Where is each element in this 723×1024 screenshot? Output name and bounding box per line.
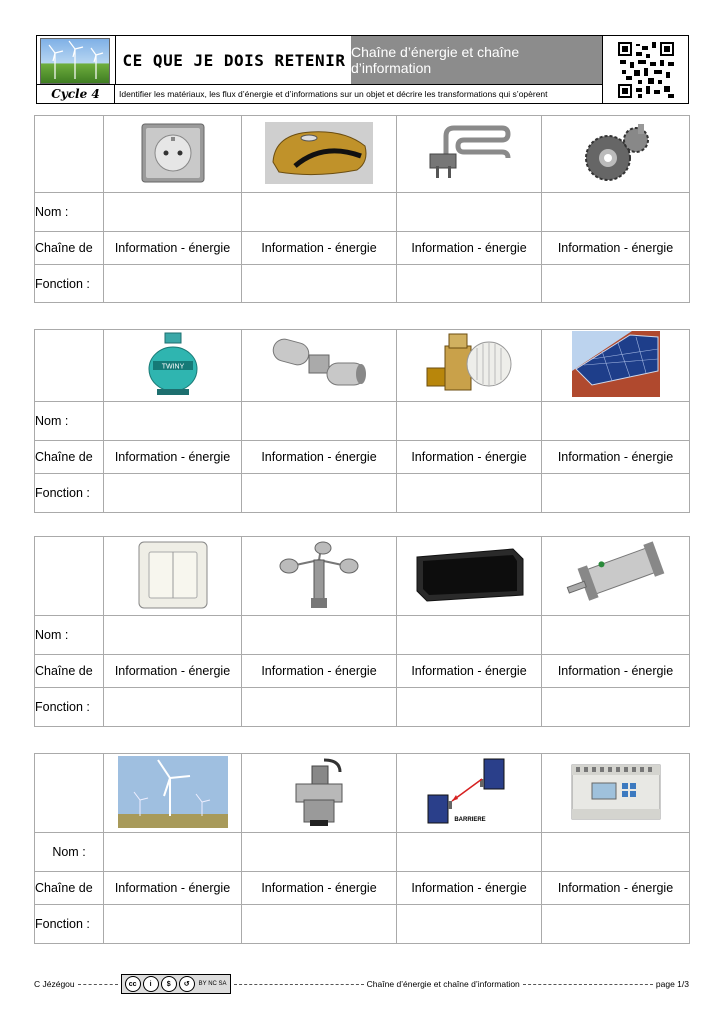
fonction-label: Fonction : xyxy=(35,474,104,513)
fonction-input-cell[interactable] xyxy=(397,474,542,513)
divider xyxy=(523,984,653,985)
nom-input-cell[interactable] xyxy=(397,402,542,441)
document-header xyxy=(36,35,689,104)
nom-input-cell[interactable] xyxy=(397,193,542,232)
capteur-barriere-icon xyxy=(397,754,542,833)
nom-input-cell[interactable] xyxy=(104,616,242,655)
fonction-input-cell[interactable] xyxy=(104,474,242,513)
nom-input-cell[interactable] xyxy=(242,193,397,232)
nom-input-cell[interactable] xyxy=(542,833,690,872)
fonction-label: Fonction : xyxy=(35,688,104,727)
object-table-3 xyxy=(34,536,690,727)
fonction-input-cell[interactable] xyxy=(542,474,690,513)
fonction-input-cell[interactable] xyxy=(242,688,397,727)
fonction-input-cell[interactable] xyxy=(104,265,242,303)
qr-code-icon xyxy=(602,36,689,103)
fonction-label: Fonction : xyxy=(35,265,104,303)
fonction-label: Fonction : xyxy=(35,905,104,944)
chaine-choice[interactable]: Information - énergie xyxy=(397,655,542,688)
nom-input-cell[interactable] xyxy=(104,193,242,232)
chaine-choice[interactable]: Information - énergie xyxy=(242,655,397,688)
nom-label: Nom : xyxy=(35,402,104,441)
anemometre-icon xyxy=(242,537,397,616)
footer-title: Chaîne d’énergie et chaîne d’information xyxy=(366,979,520,989)
chaine-choice[interactable]: Information - énergie xyxy=(397,441,542,474)
page-title: CE QUE JE DOIS RETENIR xyxy=(115,36,352,84)
chaine-label: Chaîne de xyxy=(35,232,104,265)
sa-icon: ↺ xyxy=(179,976,195,992)
chaine-choice[interactable]: Information - énergie xyxy=(242,232,397,265)
fonction-input-cell[interactable] xyxy=(397,905,542,944)
robinet-thermostatique-icon xyxy=(397,330,542,402)
interrupteur-double-icon xyxy=(104,537,242,616)
fonction-input-cell[interactable] xyxy=(104,688,242,727)
nom-input-cell[interactable] xyxy=(104,833,242,872)
nom-input-cell[interactable] xyxy=(242,833,397,872)
chaine-choice[interactable]: Information - énergie xyxy=(397,872,542,905)
cardan-icon xyxy=(242,330,397,402)
fonction-input-cell[interactable] xyxy=(542,688,690,727)
chaine-choice[interactable]: Information - énergie xyxy=(397,232,542,265)
subject-title: Chaîne d’énergie et chaîne d’information xyxy=(351,36,602,84)
nom-label: Nom : xyxy=(35,616,104,655)
empty-cell xyxy=(35,537,104,616)
cc-icon: cc xyxy=(125,976,141,992)
author-name: C Jézégou xyxy=(34,979,75,989)
reservoir-moto-icon xyxy=(242,116,397,193)
fonction-input-cell[interactable] xyxy=(104,905,242,944)
nom-input-cell[interactable] xyxy=(242,616,397,655)
bouteille-gaz-icon xyxy=(104,330,242,402)
empty-cell xyxy=(35,754,104,833)
fonction-input-cell[interactable] xyxy=(242,474,397,513)
nom-label: Nom : xyxy=(35,833,104,872)
divider xyxy=(78,984,118,985)
eolienne-icon xyxy=(104,754,242,833)
chaine-choice[interactable]: Information - énergie xyxy=(542,441,690,474)
chaine-label: Chaîne de xyxy=(35,655,104,688)
verin-pneumatique-icon xyxy=(542,537,690,616)
fonction-input-cell[interactable] xyxy=(542,905,690,944)
fonction-input-cell[interactable] xyxy=(397,265,542,303)
divider xyxy=(234,984,364,985)
empty-cell xyxy=(35,116,104,193)
fonction-input-cell[interactable] xyxy=(542,265,690,303)
empty-cell xyxy=(35,330,104,402)
by-icon: i xyxy=(143,976,159,992)
nom-input-cell[interactable] xyxy=(242,402,397,441)
automate-programmable-icon xyxy=(542,754,690,833)
wind-farm-logo xyxy=(40,38,110,84)
chaine-choice[interactable]: Information - énergie xyxy=(542,872,690,905)
chaine-choice[interactable]: Information - énergie xyxy=(542,655,690,688)
chaine-choice[interactable]: Information - énergie xyxy=(104,232,242,265)
nom-label: Nom : xyxy=(35,193,104,232)
fonction-input-cell[interactable] xyxy=(242,265,397,303)
license-label: BY NC SA xyxy=(198,981,227,987)
creative-commons-badge xyxy=(121,974,231,994)
chaine-choice[interactable]: Information - énergie xyxy=(104,441,242,474)
carburateur-icon xyxy=(242,754,397,833)
chaine-choice[interactable]: Information - énergie xyxy=(542,232,690,265)
chaine-choice[interactable]: Information - énergie xyxy=(242,441,397,474)
nom-input-cell[interactable] xyxy=(542,402,690,441)
chaine-label: Chaîne de xyxy=(35,872,104,905)
afficheur-temperature-icon xyxy=(397,537,542,616)
svg-text:TWINY: TWINY xyxy=(161,363,184,371)
nom-input-cell[interactable] xyxy=(104,402,242,441)
chaine-label: Chaîne de xyxy=(35,441,104,474)
fonction-input-cell[interactable] xyxy=(242,905,397,944)
page-footer xyxy=(34,976,689,992)
nom-input-cell[interactable] xyxy=(542,616,690,655)
nom-input-cell[interactable] xyxy=(397,616,542,655)
prise-electrique-icon xyxy=(104,116,242,193)
object-table-2 xyxy=(34,329,690,513)
panneau-solaire-icon xyxy=(542,330,690,402)
page-number: page 1/3 xyxy=(655,979,689,989)
fonction-input-cell[interactable] xyxy=(397,688,542,727)
nom-input-cell[interactable] xyxy=(397,833,542,872)
barrier-label: BARRIERE xyxy=(454,816,486,823)
nc-icon: $ xyxy=(161,976,177,992)
chaine-choice[interactable]: Information - énergie xyxy=(242,872,397,905)
object-table-4 xyxy=(34,753,690,944)
resistance-chauffante-icon xyxy=(397,116,542,193)
nom-input-cell[interactable] xyxy=(542,193,690,232)
chaine-choice[interactable]: Information - énergie xyxy=(104,655,242,688)
engrenage-conique-icon xyxy=(542,116,690,193)
object-table-1 xyxy=(34,115,690,303)
chaine-choice[interactable]: Information - énergie xyxy=(104,872,242,905)
objective-text: Identifier les matériaux, les flux d’énergie et d’informations sur un objet et décrire les transformations qui s’opèrent xyxy=(115,84,602,103)
cycle-label: Cycle 4 xyxy=(37,84,115,103)
